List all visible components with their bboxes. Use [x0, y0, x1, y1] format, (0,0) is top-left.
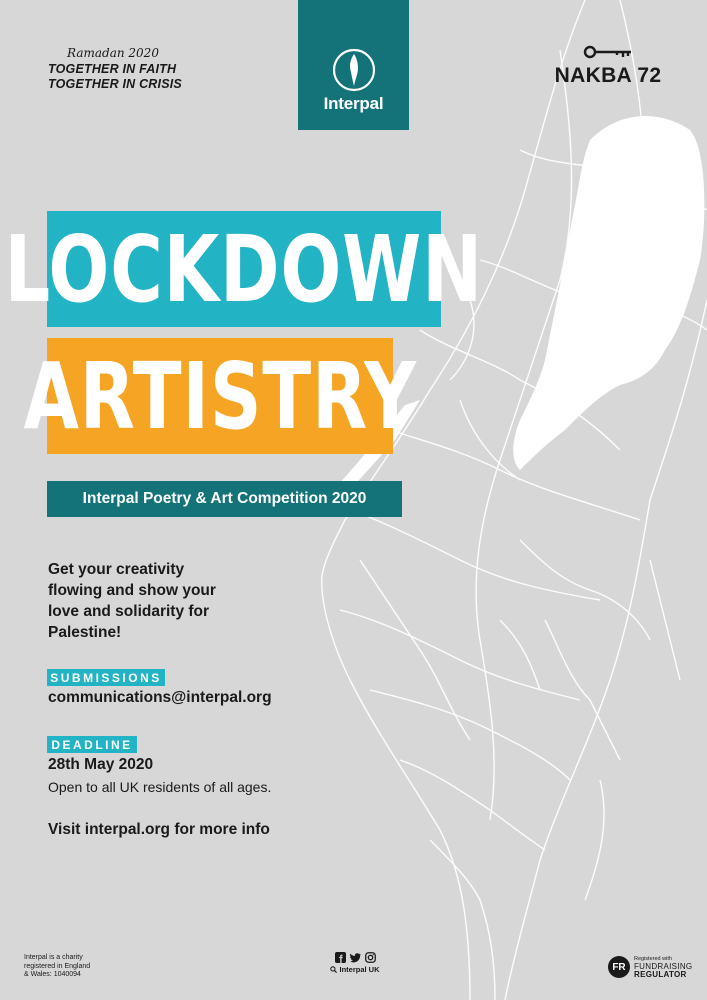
facebook-icon[interactable]: [335, 950, 346, 961]
intro-text: [48, 559, 248, 643]
fr-regulator: REGULATOR: [634, 970, 687, 979]
title-banner-lockdown: [4, 211, 484, 327]
nakba-badge: [548, 44, 668, 88]
intro-line: Get your creativity: [48, 561, 185, 578]
slogan-line-2: TOGETHER IN CRISIS: [48, 77, 182, 91]
charity-line: Interpal is a charity: [24, 954, 83, 961]
title-line-1: LOCKDOWN: [4, 215, 484, 323]
logo-text: Interpal: [323, 94, 384, 113]
social-handle: Interpal UK: [339, 965, 380, 974]
charity-line: registered in England: [24, 962, 91, 970]
fr-registered: Registered with: [634, 956, 672, 962]
campaign-slogan: [48, 46, 248, 92]
intro-line: Palestine!: [48, 624, 122, 641]
website-link[interactable]: Visit interpal.org for more info: [48, 821, 270, 838]
nakba-label: NAKBA 72: [554, 64, 662, 87]
charity-registration: [24, 954, 114, 980]
key-icon: [583, 44, 633, 60]
ramadan-label: Ramadan 2020: [67, 46, 159, 60]
fr-logo: FR: [608, 956, 630, 978]
submissions-tag: SUBMISSIONS: [47, 669, 165, 686]
deadline-date: 28th May 2020: [48, 756, 154, 773]
deadline-tag: DEADLINE: [47, 736, 137, 753]
competition-subtitle: Interpal Poetry & Art Competition 2020: [47, 481, 402, 517]
intro-line: love and solidarity for: [48, 603, 210, 620]
title-banner-artistry: [23, 338, 417, 454]
fundraising-regulator-badge: [608, 955, 692, 979]
slogan-line-1: TOGETHER IN FAITH: [48, 62, 177, 76]
eligibility-text: Open to all UK residents of all ages.: [48, 779, 272, 795]
dome-emblem-icon: [332, 48, 376, 92]
charity-line: & Wales: 1040094: [24, 971, 81, 978]
instagram-icon[interactable]: [365, 950, 376, 961]
fr-fundraising: FUNDRAISING: [634, 962, 693, 971]
submission-email-link[interactable]: communications@interpal.org: [48, 689, 272, 706]
search-icon: [330, 966, 337, 973]
interpal-logo[interactable]: [298, 0, 409, 130]
intro-line: flowing and show your: [48, 582, 216, 599]
title-line-2: ARTISTRY: [23, 342, 417, 450]
social-links: [320, 950, 390, 974]
twitter-icon[interactable]: [350, 950, 361, 961]
